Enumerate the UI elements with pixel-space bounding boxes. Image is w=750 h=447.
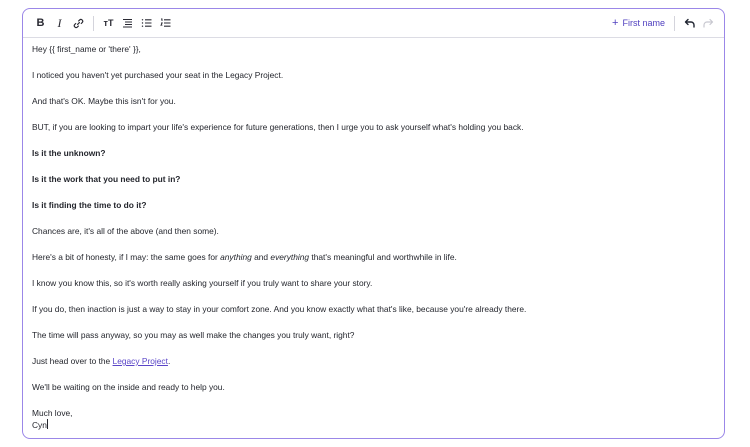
paragraph-with-emphasis [32, 251, 716, 263]
plus-icon: + [612, 16, 619, 29]
italic-icon[interactable]: I [57, 15, 62, 30]
paragraph: I noticed you haven't yet purchased your seat in the Legacy Project. [32, 70, 284, 80]
paragraph: We'll be waiting on the inside and ready to help you. [32, 382, 225, 392]
paragraph: And that's OK. Maybe this isn't for you. [32, 96, 176, 106]
emphasis-text: anything [220, 252, 252, 262]
paragraph: I know you know this, so it's worth really asking yourself if you truly want to share your story. [32, 278, 373, 288]
text-size-icon[interactable]: тT [103, 18, 114, 28]
editor-content[interactable] [23, 38, 724, 431]
text-run: that's meaningful and worthwhile in life. [309, 252, 457, 262]
editor-toolbar [23, 9, 724, 38]
closing-line: Much love, [32, 408, 73, 418]
paragraph: If you do, then inaction is just a way to stay in your comfort zone. And you know exactly what that's like, because you're already there. [32, 304, 527, 314]
numbered-list-icon[interactable] [156, 14, 175, 33]
add-first-name-variable-button[interactable] [608, 18, 669, 29]
rich-text-editor [22, 8, 725, 439]
bold-question: Is it finding the time to do it? [32, 200, 147, 210]
greeting-line: Hey {{ first_name or 'there' }}, [32, 44, 141, 54]
toolbar-divider-right [674, 16, 675, 31]
link-icon[interactable] [69, 14, 88, 33]
history-controls [680, 14, 718, 33]
signature-line [32, 419, 716, 431]
legacy-project-link[interactable]: Legacy Project [112, 356, 168, 366]
bold-question: Is it the work that you need to put in? [32, 174, 181, 184]
toolbar-divider [93, 16, 94, 31]
bold-question: Is it the unknown? [32, 148, 106, 158]
signature-text: Cyn [32, 420, 47, 430]
text-run: . [167, 356, 171, 366]
undo-icon[interactable] [680, 14, 699, 33]
emphasis-text: everything [270, 252, 310, 262]
text-cursor [47, 419, 48, 429]
bold-icon[interactable]: B [36, 17, 45, 29]
text-run: Here's a bit of honesty, if I may: the same goes for [32, 252, 221, 262]
bullet-list-icon[interactable] [137, 14, 156, 33]
redo-icon[interactable] [699, 14, 718, 33]
paragraph-with-link [32, 355, 716, 367]
text-run: Just head over to the [32, 356, 113, 366]
paragraph: The time will pass anyway, so you may as well make the changes you truly want, right? [32, 330, 355, 340]
paragraph: BUT, if you are looking to impart your life's experience for future generations, then I urge you to ask yourself what's holding you back. [32, 122, 524, 132]
align-icon[interactable] [118, 14, 137, 33]
add-variable-label: First name [622, 18, 665, 28]
text-run: and [251, 252, 271, 262]
paragraph: Chances are, it's all of the above (and then some). [32, 226, 219, 236]
